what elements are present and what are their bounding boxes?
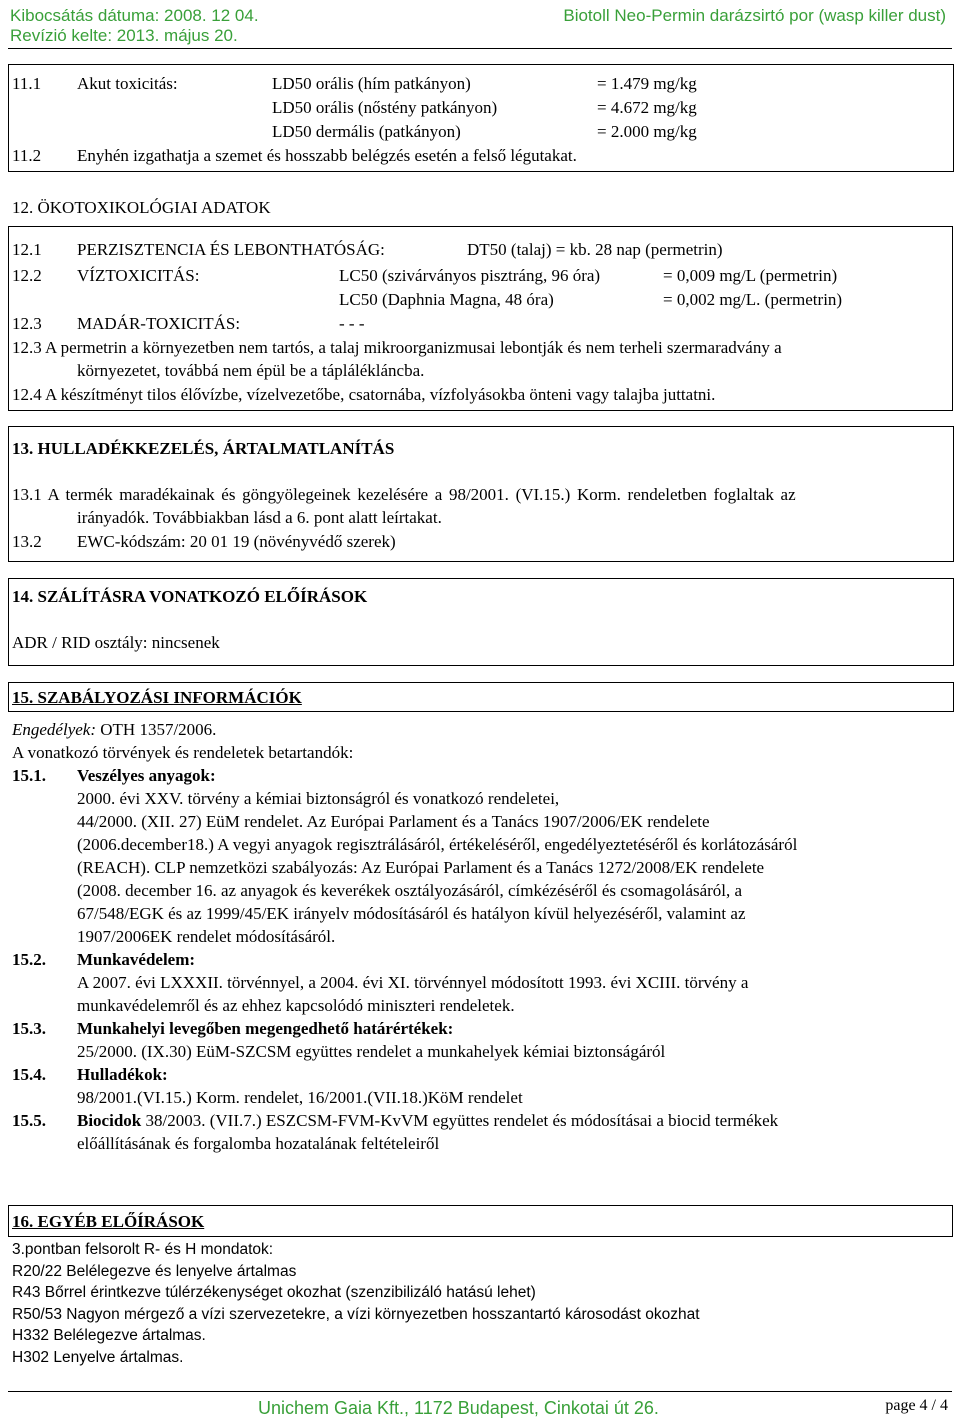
section-12-title: 12. ÖKOTOXIKOLÓGIAI ADATOK <box>12 198 271 217</box>
item-15-1-line: 67/548/EGK és az 1999/45/EK irányelv módosításáról és hatályon kívül helyezéséről, valamint az <box>77 904 746 923</box>
tox-test-3: LD50 dermális (patkányon) <box>272 122 461 141</box>
sec12-num-1: 12.1 <box>12 240 42 259</box>
item-15-3-line: 25/2000. (IX.30) EüM-SZCSM együttes rendelet a munkahelyek kémiai biztonságáról <box>77 1042 666 1061</box>
item-15-1-line: (REACH). CLP nemzetközi szabályozás: Az Európai Parlament és a Tanács 1272/2008/EK rendelete <box>77 858 765 877</box>
water-toxicity-label: VÍZTOXICITÁS: <box>77 266 200 285</box>
section-15-title: 15. SZABÁLYOZÁSI INFORMÁCIÓK <box>12 688 302 707</box>
item-15-1-num: 15.1. <box>12 766 46 785</box>
water-test-1: LC50 (szivárványos pisztráng, 96 óra) <box>339 266 601 285</box>
item-15-1-line: 2000. évi XXV. törvény a kémiai biztonságról és vonatkozó rendeletei, <box>77 789 560 808</box>
item-15-1-line: 44/2000. (XII. 27) EüM rendelet. Az Európai Parlament és a Tanács 1907/2006/EK rendelete <box>77 812 710 831</box>
sec13-num-2: 13.2 <box>12 532 42 551</box>
revision-date: Revízió kelte: 2013. május 20. <box>10 26 238 45</box>
item-15-5-text: 38/2003. (VII.7.) ESZCSM-FVM-KvVM együttes rendelet és módosításai a biocid termékek <box>141 1111 779 1130</box>
acute-toxicity-label: Akut toxicitás: <box>77 74 178 93</box>
item-15-5-line-1 <box>77 1109 778 1132</box>
water-value-1: = 0,009 mg/L (permetrin) <box>663 266 838 285</box>
bird-toxicity-label: MADÁR-TOXICITÁS: <box>77 314 241 333</box>
item-15-2-num: 15.2. <box>12 950 46 969</box>
item-15-5-line-2: előállításának és forgalomba hozatalának feltételeiről <box>77 1134 440 1153</box>
tox-test-2: LD50 orális (nőstény patkányon) <box>272 98 498 117</box>
section-16-title-bottom <box>8 1236 953 1237</box>
tox-test-1: LD50 orális (hím patkányon) <box>272 74 471 93</box>
item-15-3-title: Munkahelyi levegőben megengedhető határértékek: <box>77 1019 454 1038</box>
sec13-para-1b: irányadók. Továbbiakban lásd a 6. pont alatt leírtakat. <box>77 508 442 527</box>
rh-phrase-line: R43 Bőrrel érintkezve túlérzékenységet okozhat (szenzibilizáló hatású lehet) <box>12 1284 536 1301</box>
section-16-left-border <box>8 1205 9 1236</box>
section-12-bottom <box>8 410 953 411</box>
persistence-label: PERZISZTENCIA ÉS LEBONTHATÓSÁG: <box>77 240 385 259</box>
rh-phrases-list <box>12 1239 700 1368</box>
sec12-num-2: 12.2 <box>12 266 42 285</box>
item-15-1-line: 1907/2006EK rendelet módosításáról. <box>77 927 336 946</box>
item-15-4-title: Hulladékok: <box>77 1065 168 1084</box>
rh-phrase-line: H302 Lenyelve ártalmas. <box>12 1348 184 1366</box>
section-16-top <box>8 1205 953 1206</box>
section-16-title: 16. EGYÉB ELŐÍRÁSOK <box>12 1212 205 1231</box>
item-15-5-num: 15.5. <box>12 1111 46 1130</box>
item-15-2-line: A 2007. évi LXXXII. törvénnyel, a 2004. évi XI. törvénnyel módosított 1993. évi XCIII. törvény a <box>77 973 749 992</box>
permit-line <box>12 718 216 741</box>
header-divider <box>8 48 952 49</box>
section-12-divider <box>8 226 953 227</box>
tox-value-3: = 2.000 mg/kg <box>597 122 697 141</box>
item-15-1-title: Veszélyes anyagok: <box>77 766 216 785</box>
permit-label: Engedélyek: <box>12 720 96 739</box>
section-14-title: 14. SZÁLÍTÁSRA VONATKOZÓ ELŐÍRÁSOK <box>12 587 368 606</box>
rh-phrase-line: R50/53 Nagyon mérgező a vízi szervezetekre, a vízi környezetben hosszantartó károsodást okozhat <box>12 1305 700 1323</box>
page-number: page 4 / 4 <box>885 1397 948 1414</box>
item-15-1-line: (2008. december 16. az anyagok és keverékek osztályozásáról, címkézéséről és csomagolásáról, a <box>77 881 743 900</box>
section-12-right-border <box>952 226 953 410</box>
irritation-text: Enyhén izgathatja a szemet és hosszabb belégzés esetén a felső légutakat. <box>77 146 577 165</box>
sec11-num-2: 11.2 <box>12 146 42 165</box>
sec13-para-1: 13.1 A termék maradékainak és göngyölegeinek kezelésére a 98/2001. (VI.15.) Korm. rendeletben foglaltak az <box>12 485 796 504</box>
tox-value-2: = 4.672 mg/kg <box>597 98 697 117</box>
sec12-para-4: 12.4 A készítményt tilos élővízbe, vízelvezetőbe, csatornába, vízfolyásokba önteni vagy talajba juttatni. <box>12 385 716 404</box>
item-15-5-title: Biocidok <box>77 1111 142 1130</box>
item-15-4-line: 98/2001.(VI.15.) Korm. rendelet, 16/2001.(VII.18.)KöM rendelet <box>77 1088 523 1107</box>
sec12-para-3b: környezetet, továbbá nem épül be a táplálékláncba. <box>77 361 425 380</box>
section-13-title: 13. HULLADÉKKEZELÉS, ÁRTALMATLANÍTÁS <box>12 439 395 458</box>
footer-divider <box>8 1391 952 1392</box>
sec11-num-1: 11.1 <box>12 74 42 93</box>
laws-intro: A vonatkozó törvények és rendeletek betartandók: <box>12 743 354 762</box>
persistence-value: DT50 (talaj) = kb. 28 nap (permetrin) <box>467 240 723 259</box>
section-12-left-border <box>8 226 9 410</box>
item-15-2-title: Munkavédelem: <box>77 950 196 969</box>
rh-phrase-line: H332 Belélegezve ártalmas. <box>12 1327 206 1344</box>
rh-phrase-line: R20/22 Belélegezve és lenyelve ártalmas <box>12 1262 297 1280</box>
rh-phrase-line: 3.pontban felsorolt R- és H mondatok: <box>12 1241 274 1258</box>
permit-value: OTH 1357/2006. <box>96 720 217 739</box>
sec12-num-3: 12.3 <box>12 314 42 333</box>
sec12-para-3: 12.3 A permetrin a környezetben nem tartós, a talaj mikroorganizmusai lebontják és nem terheli szermaradvány a <box>12 338 782 357</box>
item-15-4-num: 15.4. <box>12 1065 46 1084</box>
item-15-2-line: munkavédelemről és az ehhez kapcsolódó miniszteri rendeletek. <box>77 996 515 1015</box>
bird-toxicity-value: - - - <box>339 314 365 333</box>
section-16-right-border <box>952 1205 953 1236</box>
ewc-code: EWC-kódszám: 20 01 19 (növényvédő szerek) <box>77 532 396 551</box>
water-value-2: = 0,002 mg/L. (permetrin) <box>663 290 843 309</box>
product-name: Biotoll Neo-Permin darázsirtó por (wasp killer dust) <box>563 6 946 25</box>
footer-company: Unichem Gaia Kft., 1172 Budapest, Cinkotai út 26. <box>258 1398 659 1418</box>
issue-date: Kibocsátás dátuma: 2008. 12 04. <box>10 6 259 25</box>
water-test-2: LC50 (Daphnia Magna, 48 óra) <box>339 290 554 309</box>
item-15-1-line: (2006.december18.) A vegyi anyagok regisztrálásáról, értékeléséről, engedélyeztetéséről és korlátozásáról <box>77 835 798 854</box>
item-15-3-num: 15.3. <box>12 1019 46 1038</box>
tox-value-1: = 1.479 mg/kg <box>597 74 697 93</box>
adr-rid-class: ADR / RID osztály: nincsenek <box>12 633 220 652</box>
